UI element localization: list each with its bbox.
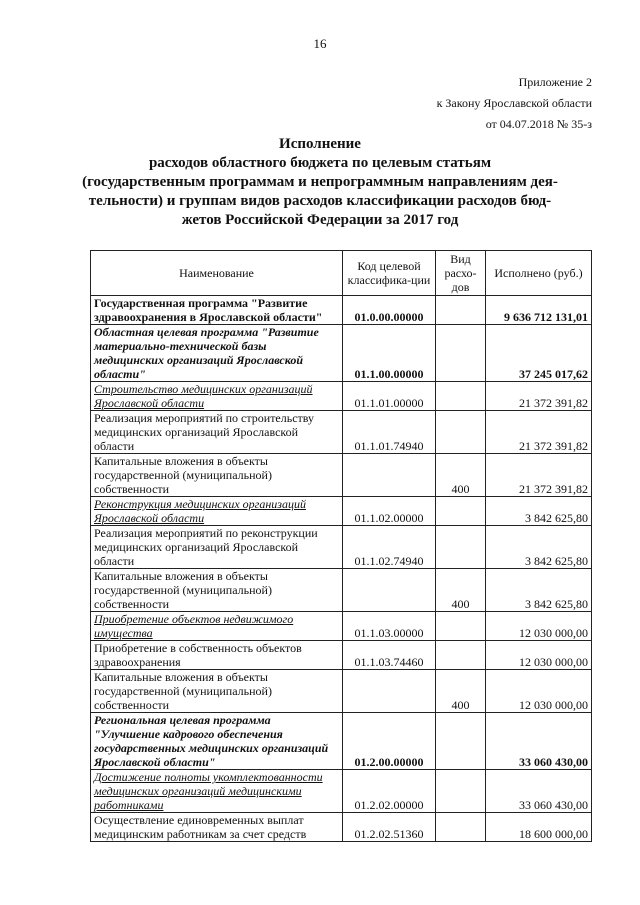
table-row <box>91 813 592 842</box>
row-code <box>343 454 436 497</box>
row-expense-type: 400 <box>436 454 486 497</box>
row-code: 01.1.00.00000 <box>343 325 436 382</box>
table-row <box>91 569 592 612</box>
row-name: Приобретение в собственность объектов здравоохранения <box>91 641 343 670</box>
row-name: Строительство медицинских организаций Ярославской области <box>91 382 343 411</box>
row-amount: 18 600 000,00 <box>486 813 592 842</box>
row-amount: 21 372 391,82 <box>486 382 592 411</box>
header-expense-type: Вид расхо-дов <box>436 251 486 296</box>
row-amount: 21 372 391,82 <box>486 411 592 454</box>
title-line: расходов областного бюджета по целевым статьям <box>148 155 492 171</box>
row-expense-type <box>436 382 486 411</box>
appendix-line: Приложение 2 <box>518 75 592 89</box>
table-row <box>91 454 592 497</box>
row-name: Государственная программа "Развитие здравоохранения в Ярославской области" <box>91 296 343 325</box>
row-amount: 12 030 000,00 <box>486 641 592 670</box>
row-code <box>343 569 436 612</box>
row-code: 01.2.02.51360 <box>343 813 436 842</box>
row-expense-type <box>436 296 486 325</box>
row-code: 01.1.01.74940 <box>343 411 436 454</box>
table-row <box>91 612 592 641</box>
appendix-block <box>437 72 592 135</box>
table-row <box>91 526 592 569</box>
row-expense-type <box>436 325 486 382</box>
row-amount: 12 030 000,00 <box>486 670 592 713</box>
row-code: 01.1.01.00000 <box>343 382 436 411</box>
page-number: 16 <box>313 36 327 51</box>
row-code: 01.1.02.00000 <box>343 497 436 526</box>
table-row <box>91 670 592 713</box>
row-amount: 3 842 625,80 <box>486 497 592 526</box>
table-header-row <box>91 251 592 296</box>
row-code: 01.2.00.00000 <box>343 713 436 770</box>
row-name: Областная целевая программа "Развитие материально-технической базы медицинских организаций Ярославской области" <box>91 325 343 382</box>
row-code: 01.1.03.74460 <box>343 641 436 670</box>
row-expense-type <box>436 713 486 770</box>
row-code: 01.1.03.00000 <box>343 612 436 641</box>
table-row <box>91 382 592 411</box>
row-amount: 21 372 391,82 <box>486 454 592 497</box>
budget-table <box>90 250 592 842</box>
row-name: Реализация мероприятий по строительству медицинских организаций Ярославской области <box>91 411 343 454</box>
row-name: Капитальные вложения в объекты государственной (муниципальной) собственности <box>91 454 343 497</box>
appendix-date-line: от 04.07.2018 № 35-з <box>485 117 592 131</box>
table-row <box>91 497 592 526</box>
row-amount: 33 060 430,00 <box>486 770 592 813</box>
row-expense-type <box>436 612 486 641</box>
row-code: 01.2.02.00000 <box>343 770 436 813</box>
row-code <box>343 670 436 713</box>
row-expense-type <box>436 813 486 842</box>
row-amount: 33 060 430,00 <box>486 713 592 770</box>
header-amount: Исполнено (руб.) <box>486 251 592 296</box>
row-expense-type <box>436 770 486 813</box>
row-name: Достижение полноты укомплектованности медицинских организаций медицинскими работниками <box>91 770 343 813</box>
title-line: жетов Российской Федерации за 2017 год <box>181 212 459 228</box>
title-line: Исполнение <box>279 136 361 152</box>
table-row <box>91 641 592 670</box>
row-amount: 37 245 017,62 <box>486 325 592 382</box>
row-expense-type <box>436 411 486 454</box>
row-amount: 12 030 000,00 <box>486 612 592 641</box>
appendix-line: к Закону Ярославской области <box>436 96 592 110</box>
table-row <box>91 411 592 454</box>
document-title <box>60 135 580 230</box>
row-expense-type <box>436 526 486 569</box>
row-code: 01.0.00.00000 <box>343 296 436 325</box>
row-name: Осуществление единовременных выплат медицинским работникам за счет средств <box>91 813 343 842</box>
row-name: Региональная целевая программа "Улучшение кадрового обеспечения государственных медицинских организаций Ярославской области" <box>91 713 343 770</box>
row-expense-type <box>436 497 486 526</box>
row-expense-type <box>436 641 486 670</box>
title-line: (государственным программам и непрограммным направлениям дея- <box>82 174 558 190</box>
table-row <box>91 713 592 770</box>
row-name: Капитальные вложения в объекты государственной (муниципальной) собственности <box>91 569 343 612</box>
row-amount: 9 636 712 131,01 <box>486 296 592 325</box>
row-name: Реализация мероприятий по реконструкции медицинских организаций Ярославской области <box>91 526 343 569</box>
header-name: Наименование <box>91 251 343 296</box>
table-row <box>91 770 592 813</box>
row-code: 01.1.02.74940 <box>343 526 436 569</box>
row-name: Приобретение объектов недвижимого имущества <box>91 612 343 641</box>
row-name: Капитальные вложения в объекты государственной (муниципальной) собственности <box>91 670 343 713</box>
table-row <box>91 325 592 382</box>
row-amount: 3 842 625,80 <box>486 526 592 569</box>
row-expense-type: 400 <box>436 670 486 713</box>
title-line: тельности) и группам видов расходов классификации расходов бюд- <box>88 193 552 209</box>
row-expense-type: 400 <box>436 569 486 612</box>
table-row <box>91 296 592 325</box>
header-code: Код целевой классифика-ции <box>343 251 436 296</box>
row-name: Реконструкция медицинских организаций Ярославской области <box>91 497 343 526</box>
row-amount: 3 842 625,80 <box>486 569 592 612</box>
